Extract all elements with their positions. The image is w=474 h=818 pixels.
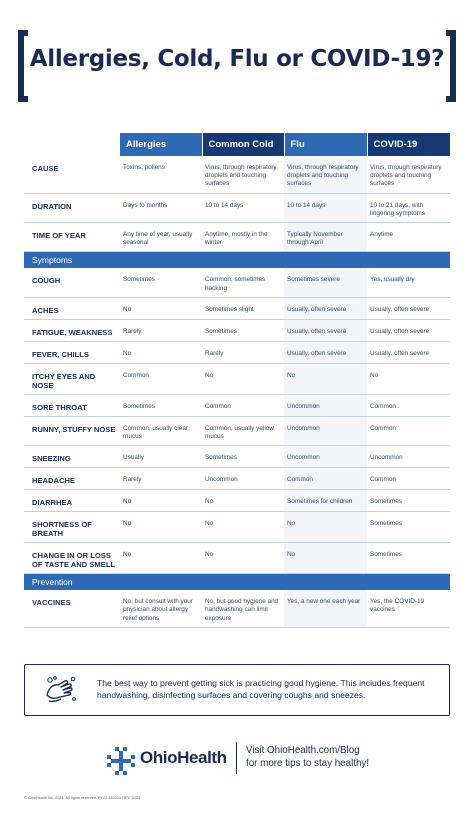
column-header-covid: COVID-19 — [367, 133, 450, 156]
table-cell: Common — [367, 394, 450, 416]
row-label: COUGH — [24, 268, 120, 297]
table-cell: Common — [202, 394, 284, 416]
table-cell: Rarely — [202, 341, 284, 363]
legal-text: © OhioHealth Inc. 2021. All rights reserved. PY22-662315 REV 11/21 — [24, 796, 141, 800]
table-row-duration — [24, 193, 450, 222]
hygiene-tip-box — [24, 664, 450, 716]
table-row-change-in-or-loss-of-taste-and-smell — [24, 543, 450, 574]
table-cell: Usually, often severe — [284, 297, 367, 319]
table-cell: Sometimes — [367, 512, 450, 543]
cta-tagline: for more tips to stay healthy! — [246, 758, 370, 769]
row-label: RUNNY, STUFFY NOSE — [24, 416, 120, 445]
table-row-headache — [24, 468, 450, 490]
table-cell: Typically November through April — [284, 223, 367, 252]
table-cell: Common — [367, 416, 450, 445]
row-label: CHANGE IN OR LOSS OF TASTE AND SMELL — [24, 543, 120, 574]
section-header-prevention-label: Prevention — [24, 574, 450, 591]
table-cell: Common — [284, 468, 367, 490]
table-cell: Yes, a new one each year — [284, 590, 367, 627]
right-bracket — [446, 30, 456, 102]
table-cell: Uncommon — [284, 394, 367, 416]
table-cell: Sometimes slight — [202, 297, 284, 319]
table-cell: Usually, often severe — [367, 297, 450, 319]
table-cell: No — [120, 543, 202, 574]
table-cell: Uncommon — [367, 446, 450, 468]
table-row-cough — [24, 268, 450, 297]
row-label: TIME OF YEAR — [24, 223, 120, 252]
table-cell: No, but consult with your physician about allergy relief options — [120, 590, 202, 627]
table-cell: Uncommon — [284, 416, 367, 445]
table-cell: No — [284, 512, 367, 543]
table-cell: Anytime — [367, 223, 450, 252]
row-label: ITCHY EYES AND NOSE — [24, 363, 120, 394]
table-cell: Common, sometimes hacking — [202, 268, 284, 297]
blog-link[interactable]: Visit OhioHealth.com/Blog — [246, 745, 360, 756]
table-row-diarrhea — [24, 490, 450, 512]
table-cell: Uncommon — [202, 468, 284, 490]
row-label: SORE THROAT — [24, 394, 120, 416]
table-cell: Common, usually yellow mucus — [202, 416, 284, 445]
table-cell: Sometimes — [120, 394, 202, 416]
table-cell: No — [120, 512, 202, 543]
table-row-fever-chills — [24, 341, 450, 363]
row-label: VACCINES — [24, 590, 120, 627]
table-row-runny-stuffy-nose — [24, 416, 450, 445]
table-row-fatigue-weakness — [24, 319, 450, 341]
table-cell: No — [202, 512, 284, 543]
table-cell: Common — [120, 363, 202, 394]
table-cell: Sometimes — [202, 319, 284, 341]
column-header-row — [24, 133, 450, 156]
table-cell: Usually, often severe — [284, 319, 367, 341]
table-cell: Toxins, pollens — [120, 156, 202, 193]
row-label: DIARRHEA — [24, 490, 120, 512]
table-cell: Sometimes — [120, 268, 202, 297]
row-label: SNEEZING — [24, 446, 120, 468]
footer-cta — [246, 744, 369, 770]
table-row-vaccines — [24, 590, 450, 627]
table-cell: Common, usually clear mucus — [120, 416, 202, 445]
ohiohealth-logo-icon — [104, 745, 138, 777]
table-cell: Usually, often severe — [367, 341, 450, 363]
table-cell: No, but good hygiene and handwashing can limit exposure — [202, 590, 284, 627]
page-title: Allergies, Cold, Flu or COVID-19? — [29, 46, 445, 72]
table-cell: Usually — [120, 446, 202, 468]
section-header-symptoms — [24, 252, 450, 269]
row-label: CAUSE — [24, 156, 120, 193]
table-cell: Anytime, mostly in the winter — [202, 223, 284, 252]
table-row-cause — [24, 156, 450, 193]
section-header-prevention — [24, 574, 450, 591]
table-cell: No — [120, 490, 202, 512]
header-blank-cell — [24, 133, 120, 156]
table-cell: Any time of year, usually seasonal — [120, 223, 202, 252]
table-cell: No — [284, 543, 367, 574]
row-label: SHORTNESS OF BREATH — [24, 512, 120, 543]
table-cell: Rarely — [120, 468, 202, 490]
table-body — [24, 156, 450, 627]
table-row-itchy-eyes-and-nose — [24, 363, 450, 394]
table-cell: No — [284, 363, 367, 394]
table-row-shortness-of-breath — [24, 512, 450, 543]
table-cell: No — [120, 297, 202, 319]
table-cell: Sometimes — [202, 446, 284, 468]
row-label: HEADACHE — [24, 468, 120, 490]
table-cell: Uncommon — [284, 446, 367, 468]
table-cell: Sometimes — [367, 490, 450, 512]
row-label: ACHES — [24, 297, 120, 319]
table-cell: No — [202, 490, 284, 512]
table-row-sneezing — [24, 446, 450, 468]
table-cell: 10 to 14 days — [284, 193, 367, 222]
table-cell: Usually, often severe — [284, 341, 367, 363]
column-header-common-cold: Common Cold — [202, 133, 284, 156]
table-row-aches — [24, 297, 450, 319]
table-cell: Days to months — [120, 193, 202, 222]
table-cell: 10 to 14 days — [202, 193, 284, 222]
table-row-sore-throat — [24, 394, 450, 416]
table-cell: Virus, through respiratory droplets and touching surfaces — [367, 156, 450, 193]
table-row-time-of-year — [24, 223, 450, 252]
table-cell: No — [367, 363, 450, 394]
table-cell: 10 to 21 days, with lingering symptoms — [367, 193, 450, 222]
table-cell: Common — [367, 468, 450, 490]
table-cell: No — [120, 341, 202, 363]
row-label: DURATION — [24, 193, 120, 222]
table-cell: Yes, the COVID-19 vaccines — [367, 590, 450, 627]
table-cell: Rarely — [120, 319, 202, 341]
table-cell: Usually, often severe — [367, 319, 450, 341]
comparison-table — [24, 133, 450, 628]
column-header-allergies: Allergies — [120, 133, 202, 156]
table-cell: No — [202, 363, 284, 394]
table-cell: Yes, usually dry — [367, 268, 450, 297]
section-header-symptoms-label: Symptoms — [24, 252, 450, 269]
table-cell: Sometimes — [367, 543, 450, 574]
footer-divider — [236, 742, 237, 774]
row-label: FEVER, CHILLS — [24, 341, 120, 363]
column-header-flu: Flu — [284, 133, 367, 156]
title-banner — [18, 30, 456, 102]
brand-name: OhioHealth — [140, 748, 227, 767]
table-cell: Virus, through respiratory droplets and touching surfaces — [284, 156, 367, 193]
row-label: FATIGUE, WEAKNESS — [24, 319, 120, 341]
table-cell: No — [202, 543, 284, 574]
hygiene-tip-text: The best way to prevent getting sick is practicing good hygiene. This includes frequent handwashing, disinfecting surfaces and covering coughs and sneezes. — [97, 678, 425, 700]
table-cell: Virus, through respiratory droplets and touching surfaces — [202, 156, 284, 193]
table-cell: Sometimes severe — [284, 268, 367, 297]
handwashing-icon — [43, 675, 77, 705]
table-cell: Sometimes for children — [284, 490, 367, 512]
